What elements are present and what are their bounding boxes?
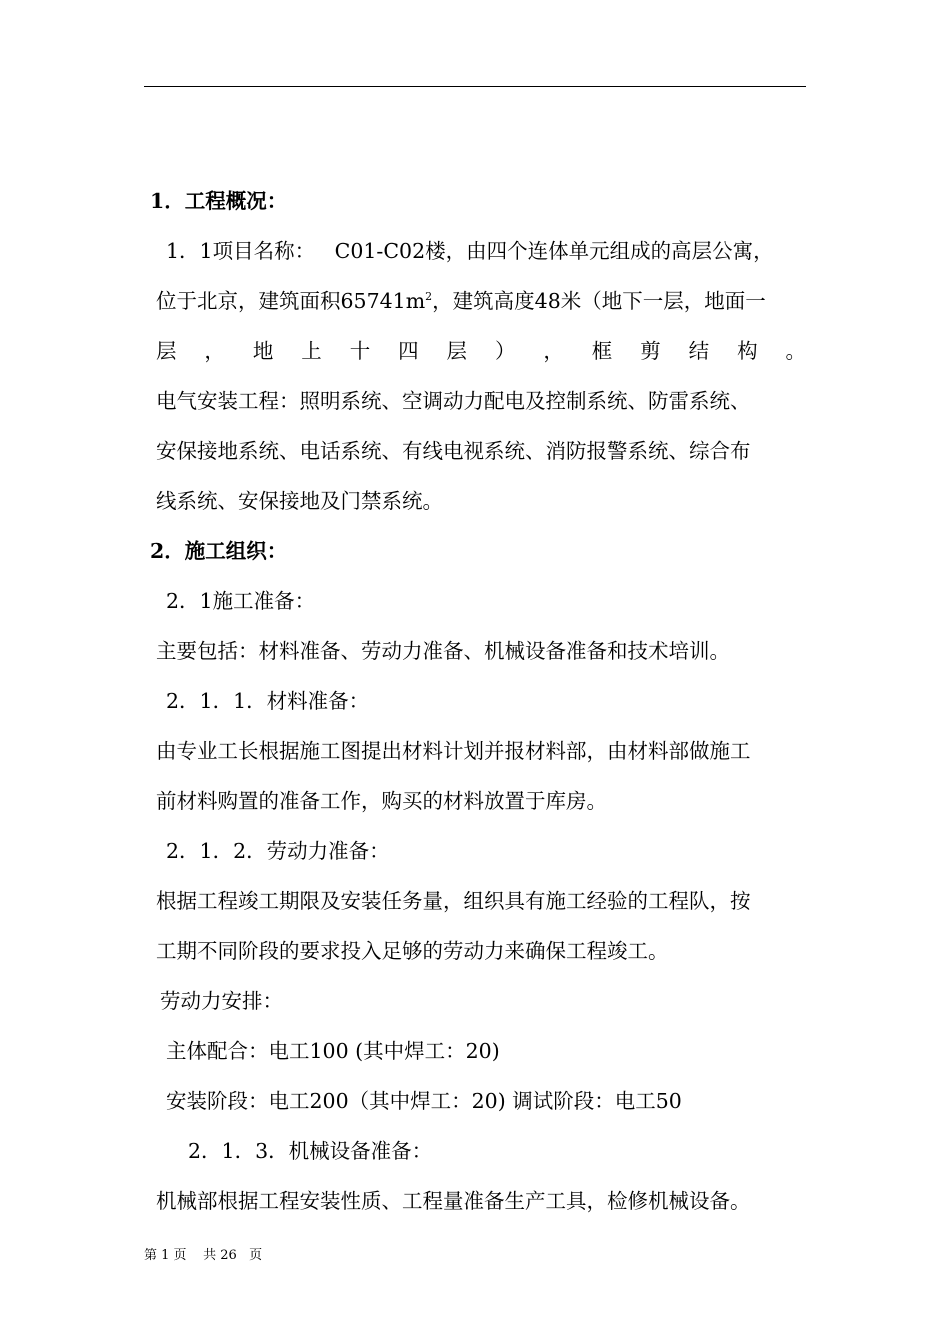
paragraph-labor-2: 工期不同阶段的要求投入足够的劳动力来确保工程竣工。 [156, 939, 669, 963]
header-rule [144, 86, 806, 87]
justified-char: ） [494, 339, 516, 363]
justified-char: 层 [156, 339, 177, 363]
justified-char: ， [543, 339, 564, 363]
paragraph-project-name [156, 226, 806, 276]
paragraph-labor-1: 根据工程竣工期限及安装任务量，组织具有施工经验的工程队，按 [156, 889, 751, 913]
labor-arrangement-install: 安装阶段：电工200（其中焊工：20) 调试阶段：电工50 [166, 1089, 682, 1113]
paragraph-machinery: 机械部根据工程安装性质、工程量准备生产工具，检修机械设备。 [156, 1189, 751, 1213]
justified-char: 剪 [640, 339, 661, 363]
paragraph-electrical-1: 电气安装工程：照明系统、空调动力配电及控制系统、防雷系统、 [156, 389, 751, 413]
paragraph-electrical-2: 安保接地系统、电话系统、有线电视系统、消防报警系统、综合布 [156, 439, 751, 463]
justified-char: 四 [398, 339, 419, 363]
heading-project-overview: 1．工程概况： [150, 189, 288, 213]
project-name-text: C01-C02楼，由四个连体单元组成的高层公寓， [334, 239, 774, 263]
area-unit-superscript: 2 [425, 290, 433, 304]
heading-construction-org: 2．施工组织： [150, 539, 288, 563]
subheading-machinery: 2．1．3．机械设备准备： [188, 1139, 433, 1163]
justified-char: 框 [591, 339, 613, 363]
project-name-label: 1．1项目名称： [166, 239, 316, 263]
justified-char: 构 [737, 339, 758, 363]
subheading-materials: 2．1．1．材料准备： [166, 689, 370, 713]
paragraph-materials-2: 前材料购置的准备工作，购买的材料放置于库房。 [156, 789, 607, 813]
justified-char: 上 [301, 339, 322, 363]
justified-char: ， [204, 339, 225, 363]
subheading-labor: 2．1．2．劳动力准备： [166, 839, 390, 863]
labor-arrangement-title: 劳动力安排： [160, 989, 283, 1013]
paragraph-preparation: 主要包括：材料准备、劳动力准备、机械设备准备和技术培训。 [156, 639, 730, 663]
justified-char: 层 [446, 339, 468, 363]
location-text: 位于北京，建筑面积65741m [156, 289, 426, 313]
justified-structure-line [156, 326, 806, 376]
height-text: ，建筑高度48米（地下一层，地面一 [432, 289, 766, 313]
subheading-preparation: 2．1施工准备： [166, 589, 316, 613]
document-body [150, 176, 806, 1226]
paragraph-materials-1: 由专业工长根据施工图提出材料计划并报材料部，由材料部做施工 [156, 739, 751, 763]
justified-char: 。 [785, 339, 806, 363]
page-footer: 第 1 页 共 26 页 [144, 1248, 263, 1263]
labor-arrangement-main: 主体配合：电工100 (其中焊工：20) [166, 1039, 500, 1063]
paragraph-location [156, 276, 806, 326]
justified-char: 结 [688, 339, 710, 363]
paragraph-electrical-3: 线系统、安保接地及门禁系统。 [156, 489, 443, 513]
justified-char: 地 [252, 339, 274, 363]
justified-char: 十 [349, 339, 371, 363]
